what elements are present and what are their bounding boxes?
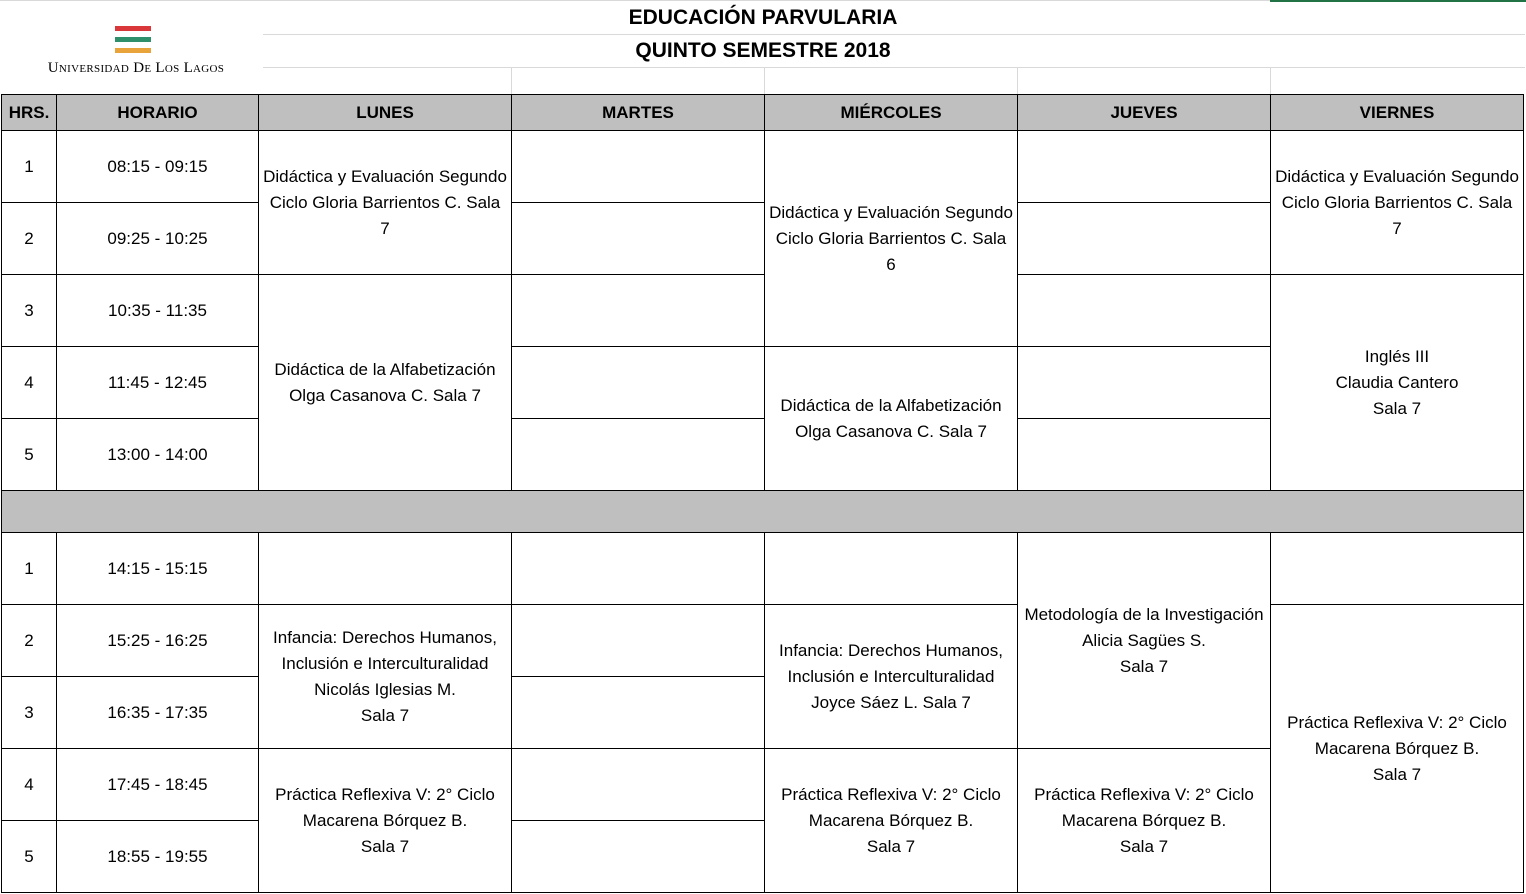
col-lunes: LUNES — [259, 95, 512, 131]
university-name: Universidad De Los Lagos — [47, 60, 225, 76]
table-row — [2, 533, 1524, 605]
class-cell — [765, 605, 1018, 749]
empty-cell — [1018, 131, 1271, 203]
hr-cell: 5 — [2, 419, 57, 491]
class-text: Infancia: Derechos Humanos, Inclusión e Interculturalidad Nicolás Iglesias M. Sala 7 — [273, 627, 497, 725]
col-jueves: JUEVES — [1018, 95, 1271, 131]
empty-cell — [1018, 419, 1271, 491]
time-cell: 08:15 - 09:15 — [57, 131, 259, 203]
empty-cell — [1018, 275, 1271, 347]
class-text: Inglés III Claudia Cantero Sala 7 — [1335, 346, 1459, 418]
class-cell — [259, 275, 512, 491]
empty-cell — [512, 275, 765, 347]
table-row — [2, 131, 1524, 203]
class-cell — [1018, 533, 1271, 749]
class-cell — [259, 605, 512, 749]
col-viernes: VIERNES — [1271, 95, 1524, 131]
empty-cell — [512, 203, 765, 275]
empty-cell — [512, 347, 765, 419]
class-text: Infancia: Derechos Humanos, Inclusión e Interculturalidad Joyce Sáez L. Sala 7 — [779, 640, 1003, 712]
col-miercoles: MIÉRCOLES — [765, 95, 1018, 131]
table-row — [2, 605, 1524, 677]
class-cell — [765, 347, 1018, 491]
empty-cell — [259, 533, 512, 605]
class-text: Didáctica de la Alfabetización Olga Casanova C. Sala 7 — [274, 359, 496, 405]
class-text: Didáctica y Evaluación Segundo Ciclo Gloria Barrientos C. Sala 7 — [1275, 166, 1519, 238]
class-text: Práctica Reflexiva V: 2° Ciclo Macarena Bórquez B. Sala 7 — [1034, 784, 1254, 856]
class-text: Práctica Reflexiva V: 2° Ciclo Macarena Bórquez B. Sala 7 — [781, 784, 1001, 856]
hr-cell: 2 — [2, 203, 57, 275]
break-cell — [2, 491, 1524, 533]
col-horario: HORARIO — [57, 95, 259, 131]
empty-cell — [512, 677, 765, 749]
empty-cell — [512, 749, 765, 821]
time-cell: 14:15 - 15:15 — [57, 533, 259, 605]
hr-cell: 4 — [2, 347, 57, 419]
time-cell: 13:00 - 14:00 — [57, 419, 259, 491]
empty-cell — [512, 533, 765, 605]
class-cell — [1271, 275, 1524, 491]
time-cell: 15:25 - 16:25 — [57, 605, 259, 677]
hr-cell: 1 — [2, 131, 57, 203]
empty-cell — [512, 419, 765, 491]
class-text: Práctica Reflexiva V: 2° Ciclo Macarena Bórquez B. Sala 7 — [1287, 712, 1507, 784]
col-martes: MARTES — [512, 95, 765, 131]
hr-cell: 3 — [2, 275, 57, 347]
empty-cell — [1018, 203, 1271, 275]
class-cell — [765, 131, 1018, 347]
empty-cell — [512, 605, 765, 677]
empty-cell — [765, 533, 1018, 605]
class-cell — [1018, 749, 1271, 893]
class-text: Didáctica y Evaluación Segundo Ciclo Gloria Barrientos C. Sala 6 — [769, 202, 1013, 274]
break-row — [2, 491, 1524, 533]
time-cell: 10:35 - 11:35 — [57, 275, 259, 347]
page-subtitle: QUINTO SEMESTRE 2018 — [635, 39, 891, 62]
class-text: Metodología de la Investigación Alicia Sagües S. Sala 7 — [1024, 604, 1264, 676]
schedule-table — [1, 94, 1524, 893]
header-row — [2, 95, 1524, 131]
time-cell: 17:45 - 18:45 — [57, 749, 259, 821]
empty-cell — [1271, 533, 1524, 605]
hr-cell: 5 — [2, 821, 57, 893]
page-title: EDUCACIÓN PARVULARIA — [628, 6, 898, 29]
time-cell: 11:45 - 12:45 — [57, 347, 259, 419]
class-text: Didáctica de la Alfabetización Olga Casanova C. Sala 7 — [780, 395, 1002, 441]
hr-cell: 1 — [2, 533, 57, 605]
class-cell — [259, 749, 512, 893]
empty-cell — [1018, 347, 1271, 419]
class-cell — [765, 749, 1018, 893]
time-cell: 18:55 - 19:55 — [57, 821, 259, 893]
time-cell: 16:35 - 17:35 — [57, 677, 259, 749]
class-cell — [1271, 131, 1524, 275]
table-row — [2, 275, 1524, 347]
class-text: Práctica Reflexiva V: 2° Ciclo Macarena Bórquez B. Sala 7 — [275, 784, 495, 856]
hr-cell: 3 — [2, 677, 57, 749]
time-cell: 09:25 - 10:25 — [57, 203, 259, 275]
class-cell — [1271, 605, 1524, 893]
hr-cell: 4 — [2, 749, 57, 821]
hr-cell: 2 — [2, 605, 57, 677]
col-hrs: HRS. — [2, 95, 57, 131]
empty-cell — [512, 821, 765, 893]
class-cell — [259, 131, 512, 275]
empty-cell — [512, 131, 765, 203]
class-text: Didáctica y Evaluación Segundo Ciclo Gloria Barrientos C. Sala 7 — [263, 166, 507, 238]
